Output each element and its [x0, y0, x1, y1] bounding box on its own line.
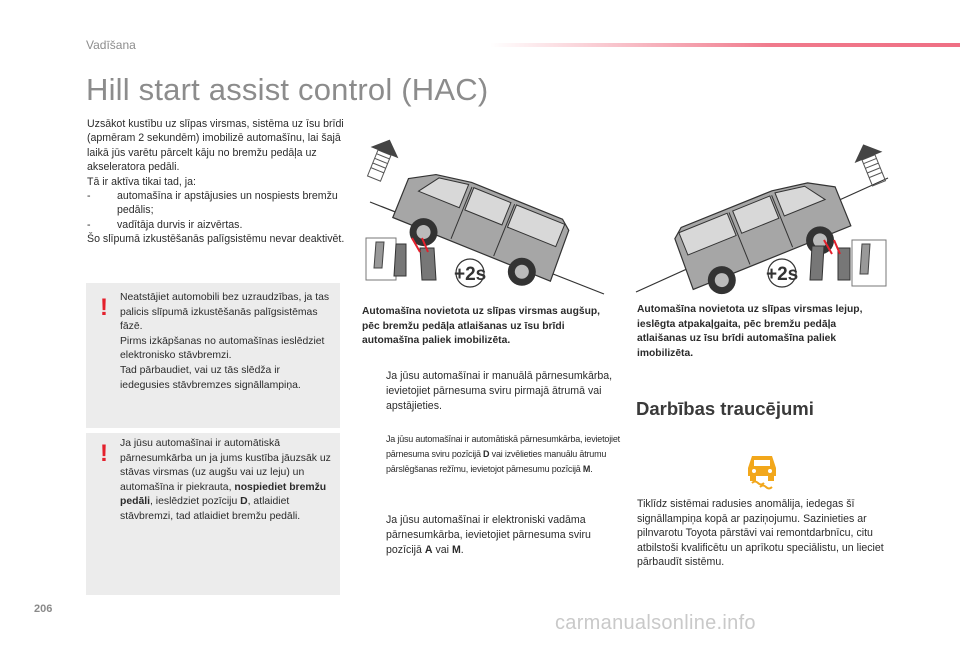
hold-time-badge: +2s — [766, 264, 799, 285]
skid-warning-icon — [742, 450, 782, 490]
downhill-van-illustration — [630, 120, 896, 300]
section-tag: Vadīšana — [86, 38, 136, 52]
dash-marker: - — [87, 190, 91, 203]
warning-text: Neatstājiet automobili bez uzraudzības, ja tas palicis slīpumā izkustēšanās palīgsistēmas fāzē. Pirms izkāpšanas no automašīnas ieslēdziet elektronisko stāvbremzi. Tad pārbaudiet, vai uz tās slēdža ir iedegusies stāvbremzes signāllampiņa. — [120, 292, 330, 391]
warning-box-automatic — [86, 433, 340, 595]
intro-text — [87, 117, 349, 247]
page-number: 206 — [34, 603, 53, 615]
intro-note: Šo slīpumā izkustēšanās palīgsistēmu nevar deaktivēt. — [87, 233, 345, 246]
bullet-marker-icon — [364, 513, 386, 557]
page-title: Hill start assist control (HAC) — [86, 72, 489, 107]
uphill-arrow-icon — [360, 134, 404, 184]
bullet-marker-icon — [364, 432, 386, 476]
van-icon — [670, 168, 857, 300]
intro-condition-lead: Tā ir aktīva tikai tad, ja: — [87, 175, 196, 188]
condition-item: - vadītāja durvis ir aizvērtas. — [87, 218, 243, 231]
warning-exclamation-icon: ! — [100, 440, 108, 467]
malfunctions-text: Tiklīdz sistēmai radusies anomālija, iedegas šī signāllampiņa kopā ar paziņojumu. Sazinieties ar pilnvarotu Toyota pārstāvi vai remontdarbnīcu, citu atbilstoši kvalificētu un aprīkotu speciālistu, un lieciet pārbaudīt sistēmu. — [637, 498, 884, 569]
downhill-arrow-icon — [849, 139, 893, 189]
warning-box-parking — [86, 283, 340, 428]
warning-exclamation-icon: ! — [100, 294, 108, 321]
caption-uphill: Automašīna novietota uz slīpas virsmas augšup, pēc bremžu pedāļa atlaišanas uz īsu brīdi automašīna paliek imobilizēta. — [362, 306, 601, 346]
dash-marker: - — [87, 218, 91, 231]
uphill-van-illustration — [356, 120, 616, 298]
condition-item: - automašīna ir apstājusies un nospiests bremžu pedālis; — [87, 190, 338, 217]
intro-paragraph: Uzsākot kustību uz slīpas virsmas, sistēma uz īsu brīdi (apmēram 2 sekundēm) imobilizē automašīnu, lai šajā laikā jūs varētu pārcelt kāju no bremžu pedāļa uz akseleratora pedāli. — [87, 118, 344, 174]
bullet-marker-icon — [364, 369, 386, 413]
watermark: carmanualsonline.info — [555, 612, 756, 634]
hold-time-badge: +2s — [454, 264, 487, 285]
caption-downhill: Automašīna novietota uz slīpas virsmas lejup, ieslēgta atpakaļgaita, pēc bremžu pedāļa atlaišanas uz īsu brīdi automašīna paliek imobilizēta. — [637, 304, 863, 359]
instruction-electronic-gearbox: Ja jūsu automašīnai ir elektroniski vadāma pārnesumkārba, ievietojiet pārnesuma sviru pozīcijā A vai M. — [364, 513, 614, 557]
header-accent-rule — [490, 43, 960, 47]
pedals-icon — [810, 240, 886, 286]
instruction-automatic-gearbox: Ja jūsu automašīnai ir automātiskā pārnesumkārba, ievietojiet pārnesuma sviru pozīcijā D vai izvēlieties manuālu ātrumu pārslēgšanas režīmu, ievietojot pārnesumu pozīcijā M. — [364, 432, 626, 476]
pedals-icon — [366, 238, 436, 280]
instruction-manual-gearbox: Ja jūsu automašīnai ir manuālā pārnesumkārba, ievietojiet pārnesuma sviru pirmajā ātrumā vai apstājieties. — [364, 369, 614, 413]
warning-text: Ja jūsu automašīnai ir automātiskā pārnesumkārba un ja jums kustība jāuzsāk uz stāvas virsmas (uz augšu vai uz leju) un automašīna ir piekrauta, nospiediet bremžu pedāli, ieslēdziet pozīciju D, atlaidiet stāvbremzi, tad atlaidiet bremžu pedāli. — [120, 438, 331, 522]
malfunctions-heading: Darbības traucējumi — [636, 398, 814, 419]
